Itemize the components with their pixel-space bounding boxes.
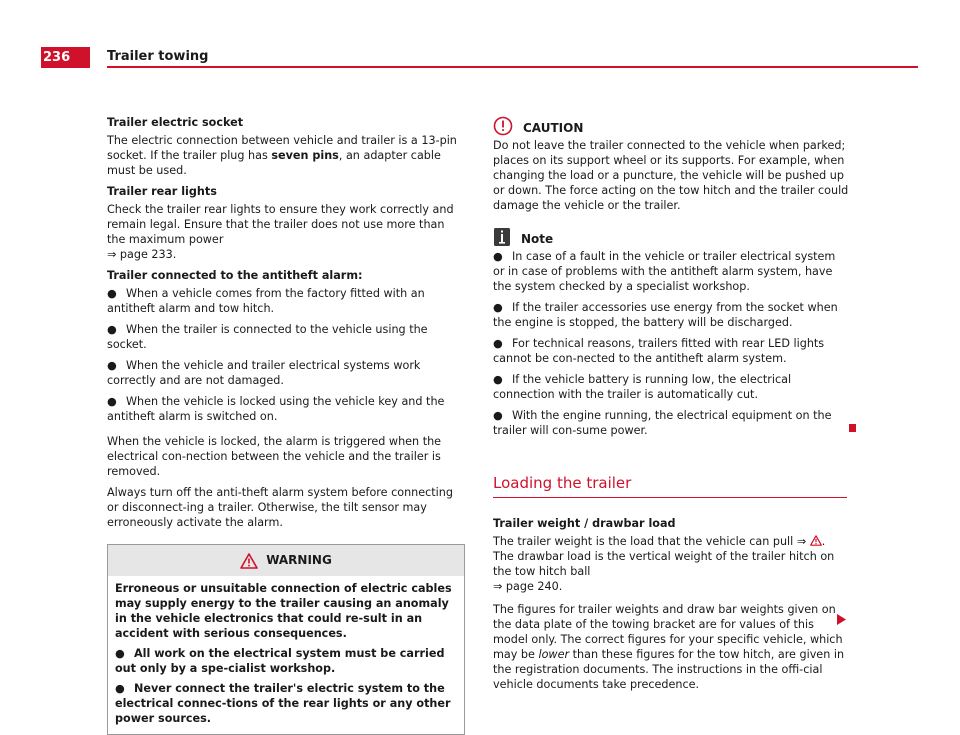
- alarm-heading: Trailer connected to the antitheft alarm:: [107, 269, 363, 282]
- page-reference-link[interactable]: ⇒ page 240.: [493, 580, 563, 593]
- weight-paragraph: The trailer weight is the load that the vehicle can pull ⇒ . The drawbar load is the vertical weight of the trailer hitch on the tow hitch ball ⇒ page 240.: [493, 535, 835, 593]
- alarm-paragraph: Always turn off the anti-theft alarm system before connecting or disconnect-ing a trailer. Otherwise, the tilt sensor may erroneously activate the alarm.: [107, 486, 453, 529]
- continue-arrow-icon: [837, 614, 846, 625]
- bullet-icon: ●: [493, 301, 503, 314]
- list-item: ● For technical reasons, trailers fitted with rear LED lights cannot be con-nected to the antitheft alarm system.: [493, 337, 825, 365]
- warning-title: WARNING: [266, 553, 332, 567]
- caution-paragraph: Do not leave the trailer connected to the vehicle when parked; places on its support wheel or its supports. For example, when changing the load or a puncture, the vehicle will be pushed up or down. The force acting on the tow hitch and the trailer could damage the vehicle or the trailer.: [493, 139, 849, 212]
- list-item: ● When the vehicle and trailer electrical systems work correctly and are not damaged.: [107, 359, 421, 387]
- bullet-icon: ●: [493, 250, 503, 263]
- page-number: 236: [41, 47, 90, 68]
- bullet-icon: ●: [107, 287, 117, 300]
- bullet-icon: ●: [493, 409, 503, 422]
- list-item: ● With the engine running, the electrical equipment on the trailer will con-sume power.: [493, 408, 849, 438]
- page-reference-link[interactable]: ⇒ page 233.: [107, 248, 177, 261]
- bullet-icon: ●: [107, 323, 117, 336]
- list-item: ● When the trailer is connected to the vehicle using the socket.: [107, 323, 428, 351]
- lights-paragraph: Check the trailer rear lights to ensure they work correctly and remain legal. Ensure that the trailer does not use more than the maximum power ⇒ page 233.: [107, 203, 454, 261]
- warning-triangle-icon: [810, 535, 822, 546]
- figures-paragraph: The figures for trailer weights and draw bar weights given on the data plate of the towing bracket are for values of this model only. The correct figures for your specific vehicle, which may be lower than these figures for the tow hitch, are given in the registration documents. The instructions in the offi-cial vehicle documents take precedence.: [493, 603, 845, 691]
- section-end-marker: [849, 424, 856, 432]
- bullet-icon: ●: [115, 682, 125, 695]
- running-title: Trailer towing: [107, 49, 209, 64]
- list-item: ● When the vehicle is locked using the vehicle key and the antitheft alarm is switched on.: [107, 395, 445, 423]
- weight-heading: Trailer weight / drawbar load: [493, 517, 676, 530]
- bullet-icon: ●: [493, 337, 503, 350]
- warning-header: [108, 545, 464, 576]
- list-item: ● If the trailer accessories use energy from the socket when the engine is stopped, the battery will be discharged.: [493, 301, 838, 329]
- warning-triangle-icon: [240, 553, 258, 569]
- note-info-icon: [493, 227, 511, 247]
- list-item: ● When a vehicle comes from the factory fitted with an antitheft alarm and tow hitch.: [107, 287, 425, 315]
- right-column: [493, 116, 849, 698]
- note-title: Note: [521, 232, 554, 246]
- socket-heading: Trailer electric socket: [107, 116, 244, 129]
- warning-body: Erroneous or unsuitable connection of electric cables may supply energy to the trailer causing an anomaly in the vehicle electronics that could re-sult in an accident with serious consequences. ● All work on the electrical system must be carried out only by a spe-cialist workshop. ● Never connect the trailer's electric system to the electrical connec-tions of the rear lights or any other power sources.: [108, 576, 464, 734]
- alarm-paragraph: When the vehicle is locked, the alarm is triggered when the electrical con-nection between the vehicle and the trailer is removed.: [107, 435, 442, 478]
- socket-paragraph: The electric connection between vehicle and trailer is a 13-pin socket. If the trailer plug has seven pins, an adapter cable must be used.: [107, 134, 457, 177]
- caution-title: CAUTION: [523, 121, 584, 135]
- note-header: [493, 227, 849, 247]
- list-item: ● If the vehicle battery is running low, the electrical connection with the trailer is automatically cut.: [493, 373, 792, 401]
- bullet-icon: ●: [107, 395, 117, 408]
- list-item: ● All work on the electrical system must be carried out only by a spe-cialist workshop.: [115, 647, 445, 675]
- bullet-icon: ●: [493, 373, 503, 386]
- left-column: [107, 115, 465, 735]
- list-item: ● In case of a fault in the vehicle or trailer electrical system or in case of problems with the antitheft alarm system, have the system checked by a specialist workshop.: [493, 250, 836, 293]
- lights-heading: Trailer rear lights: [107, 185, 217, 198]
- warning-box: [107, 544, 465, 735]
- bullet-icon: ●: [115, 647, 125, 660]
- section-title: Loading the trailer: [493, 476, 847, 498]
- bullet-icon: ●: [107, 359, 117, 372]
- header-rule: [107, 66, 918, 68]
- list-item: ● Never connect the trailer's electric system to the electrical connec-tions of the rear lights or any other power sources.: [115, 682, 451, 725]
- caution-header: [493, 116, 849, 136]
- caution-exclamation-icon: [493, 116, 513, 136]
